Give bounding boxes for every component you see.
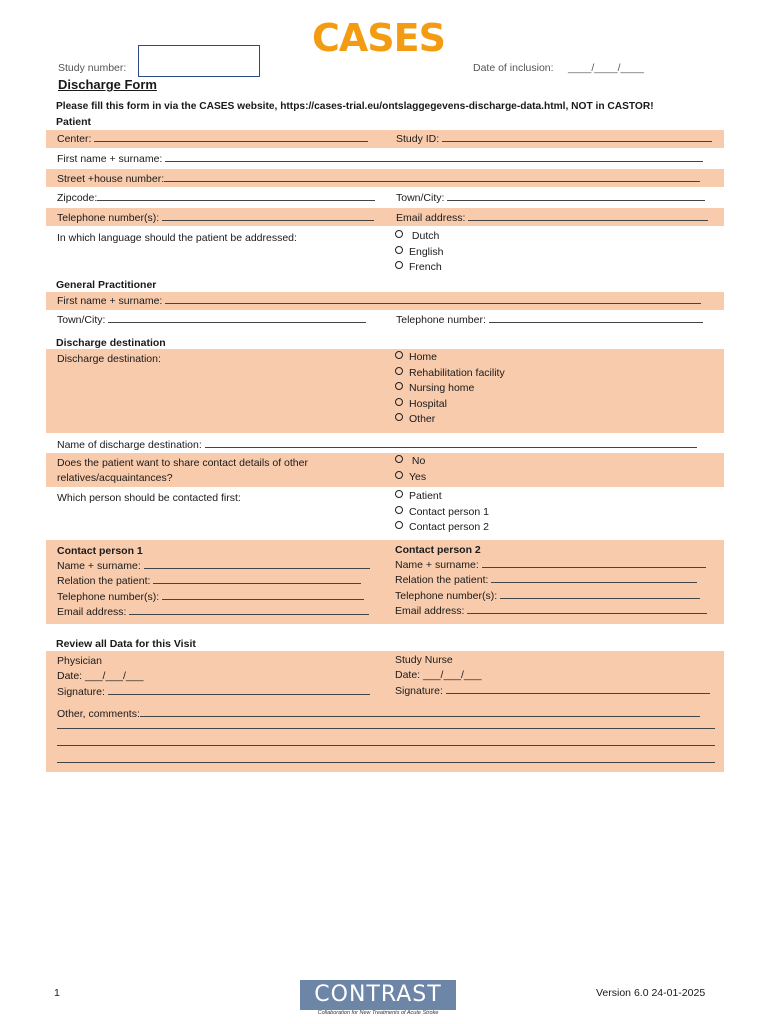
date-inclusion-value[interactable]: ____/____/____	[568, 62, 644, 74]
page-title: Discharge Form	[58, 77, 157, 92]
radio-yes[interactable]: Yes	[395, 470, 426, 486]
discharge-name-field[interactable]: Name of discharge destination:	[57, 438, 697, 452]
language-question: In which language should the patient be addressed:	[57, 232, 297, 244]
nurse-date-field[interactable]: Date: ___/___/___	[395, 669, 482, 681]
patient-name-field[interactable]: First name + surname:	[57, 152, 703, 166]
cases-logo: CASES	[312, 16, 445, 60]
patient-heading: Patient	[56, 116, 92, 128]
contact2-name-field[interactable]: Name + surname:	[395, 558, 706, 572]
discharge-label: Discharge destination:	[57, 353, 161, 365]
radio-home[interactable]: Home	[395, 350, 505, 366]
comments-field[interactable]: Other, comments:	[57, 707, 700, 721]
instruction-text: Please fill this form in via the CASES website, https://cases-trial.eu/ontslaggegevens-discharge-data.html, NOT in CASTOR!	[56, 101, 654, 112]
radio-french[interactable]: French	[395, 260, 443, 276]
radio-contact-2[interactable]: Contact person 2	[395, 520, 489, 536]
date-inclusion-label: Date of inclusion:	[473, 62, 554, 74]
comment-line[interactable]	[57, 762, 715, 763]
contact1-relation-field[interactable]: Relation the patient:	[57, 574, 361, 588]
share-question-line1: Does the patient want to share contact details of other	[57, 457, 308, 469]
gp-town-field[interactable]: Town/City:	[57, 313, 366, 327]
contact2-email-field[interactable]: Email address:	[395, 604, 707, 618]
radio-english[interactable]: English	[395, 245, 443, 261]
version-text: Version 6.0 24-01-2025	[596, 987, 706, 999]
town-field[interactable]: Town/City:	[396, 191, 705, 205]
comment-line[interactable]	[57, 728, 715, 729]
street-field[interactable]: Street +house number:	[57, 172, 700, 186]
physician-date-field[interactable]: Date: ___/___/___	[57, 670, 144, 682]
study-id-label[interactable]: Study ID:	[396, 132, 712, 146]
radio-nursing-home[interactable]: Nursing home	[395, 381, 505, 397]
contact2-relation-field[interactable]: Relation the patient:	[395, 573, 697, 587]
language-options	[395, 229, 443, 276]
contrast-logo: CONTRAST	[300, 980, 456, 1010]
page-number: 1	[54, 987, 60, 999]
nurse-signature-field[interactable]: Signature:	[395, 684, 710, 698]
share-options	[395, 454, 426, 485]
share-question-line2: relatives/acquaintances?	[57, 472, 173, 484]
radio-contact-1[interactable]: Contact person 1	[395, 505, 489, 521]
discharge-options	[395, 350, 505, 428]
first-contact-options	[395, 489, 489, 536]
contact1-name-field[interactable]: Name + surname:	[57, 559, 370, 573]
radio-patient[interactable]: Patient	[395, 489, 489, 505]
review-heading: Review all Data for this Visit	[56, 638, 196, 650]
radio-rehabilitation[interactable]: Rehabilitation facility	[395, 366, 505, 382]
radio-other[interactable]: Other	[395, 412, 505, 428]
email-field[interactable]: Email address:	[396, 211, 708, 225]
physician-signature-field[interactable]: Signature:	[57, 685, 370, 699]
contact2-heading: Contact person 2	[395, 544, 481, 556]
contact1-heading: Contact person 1	[57, 545, 143, 557]
first-contact-question: Which person should be contacted first:	[57, 492, 241, 504]
nurse-label: Study Nurse	[395, 654, 453, 666]
comment-line[interactable]	[57, 745, 715, 746]
contrast-logo-subtitle: Collaboration for New Treatments of Acute Stroke	[317, 1010, 439, 1016]
contact1-email-field[interactable]: Email address:	[57, 605, 369, 619]
radio-hospital[interactable]: Hospital	[395, 397, 505, 413]
zipcode-field[interactable]: Zipcode:	[57, 191, 375, 205]
contact1-telephone-field[interactable]: Telephone number(s):	[57, 590, 364, 604]
radio-dutch[interactable]: Dutch	[395, 229, 443, 245]
gp-telephone-field[interactable]: Telephone number:	[396, 313, 703, 327]
gp-heading: General Practitioner	[56, 279, 157, 291]
study-number-field[interactable]	[138, 45, 260, 77]
gp-name-field[interactable]: First name + surname:	[57, 294, 701, 308]
center-label[interactable]: Center:	[57, 132, 368, 146]
discharge-heading: Discharge destination	[56, 337, 166, 349]
radio-no[interactable]: No	[395, 454, 426, 470]
study-number-label: Study number:	[58, 62, 127, 74]
physician-label: Physician	[57, 655, 102, 667]
telephone-field[interactable]: Telephone number(s):	[57, 211, 374, 225]
contact2-telephone-field[interactable]: Telephone number(s):	[395, 589, 700, 603]
